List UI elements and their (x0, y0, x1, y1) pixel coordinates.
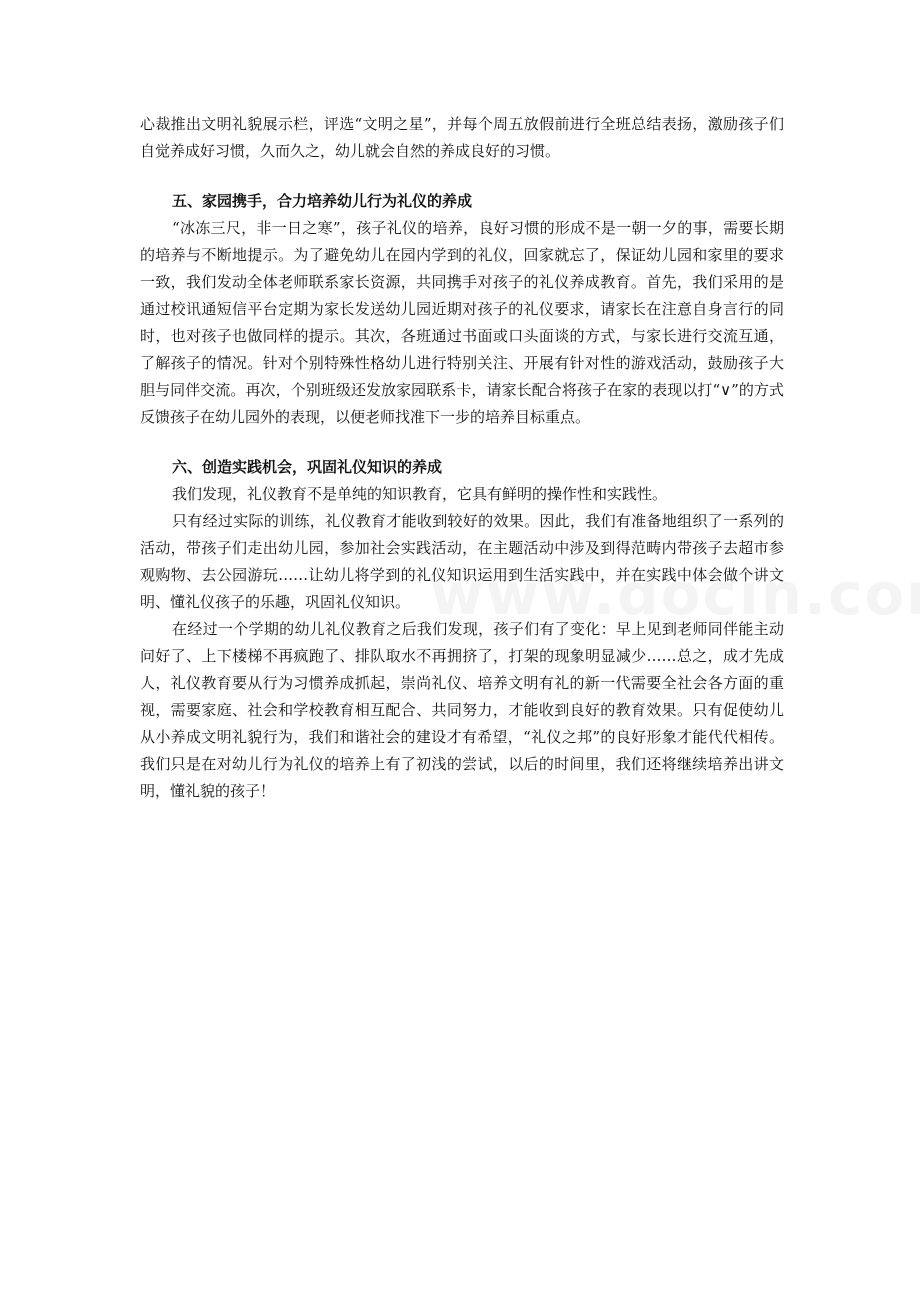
section-6-paragraph-2: 只有经过实际的训练，礼仪教育才能收到较好的效果。因此，我们有准备地组织了一系列的活动，带孩子们走出幼儿园，参加社会实践活动，在主题活动中涉及到得范畴内带孩子去超市参观购物、去公园游玩……让幼儿将学到的礼仪知识运用到生活实践中，并在实践中体会做个讲文明、懂礼仪孩子的乐趣，巩固礼仪知识。 (140, 512, 784, 611)
intro-paragraph: 心裁推出文明礼貌展示栏，评选“文明之星”，并每个周五放假前进行全班总结表扬，激励孩子们自觉养成好习惯，久而久之，幼儿就会自然的养成良好的习惯。 (140, 115, 784, 160)
section-5-heading: 五、家园携手，合力培养幼儿行为礼仪的养成 (172, 192, 473, 210)
document-body (140, 111, 784, 805)
paragraph-gap (140, 431, 784, 454)
section-5-paragraph: “冰冻三尺，非一日之寒”，孩子礼仪的培养，良好习惯的形成不是一朝一夕的事，需要长期的培养与不断地提示。为了避免幼儿在园内学到的礼仪，回家就忘了，保证幼儿园和家里的要求一致，我们发动全体老师联系家长资源，共同携手对孩子的礼仪养成教育。首先，我们采用的是通过校讯通短信平台定期为家长发送幼儿园近期对孩子的礼仪要求，请家长在注意自身言行的同时，也对孩子也做同样的提示。其次，各班通过书面或口头面谈的方式，与家长进行交流互通，了解孩子的情况。针对个别特殊性格幼儿进行特别关注、开展有针对性的游戏活动，鼓励孩子大胆与同伴交流。再次，个别班级还发放家园联系卡，请家长配合将孩子在家的表现以打“∨”的方式反馈孩子在幼儿园外的表现，以便老师找准下一步的培养目标重点。 (140, 219, 784, 426)
section-6-paragraph-3: 在经过一个学期的幼儿礼仪教育之后我们发现，孩子们有了变化：早上见到老师同伴能主动问好了、上下楼梯不再疯跑了、排队取水不再拥挤了，打架的现象明显减少……总之，成才先成人，礼仪教育要从行为习惯养成抓起，崇尚礼仪、培养文明有礼的新一代需要全社会各方面的重视，需要家庭、社会和学校教育相互配合、共同努力，才能收到良好的教育效果。只有促使幼儿从小养成文明礼貌行为，我们和谐社会的建设才有希望，“礼仪之邦”的良好形象才能代代相传。我们只是在对幼儿行为礼仪的培养上有了初浅的尝试，以后的时间里，我们还将继续培养出讲文明，懂礼貌的孩子！ (140, 620, 784, 800)
paragraph-gap (140, 165, 784, 188)
section-6-heading: 六、创造实践机会，巩固礼仪知识的养成 (172, 458, 443, 476)
section-6-paragraph-1: 我们发现，礼仪教育不是单纯的知识教育，它具有鲜明的操作性和实践性。 (172, 485, 668, 503)
